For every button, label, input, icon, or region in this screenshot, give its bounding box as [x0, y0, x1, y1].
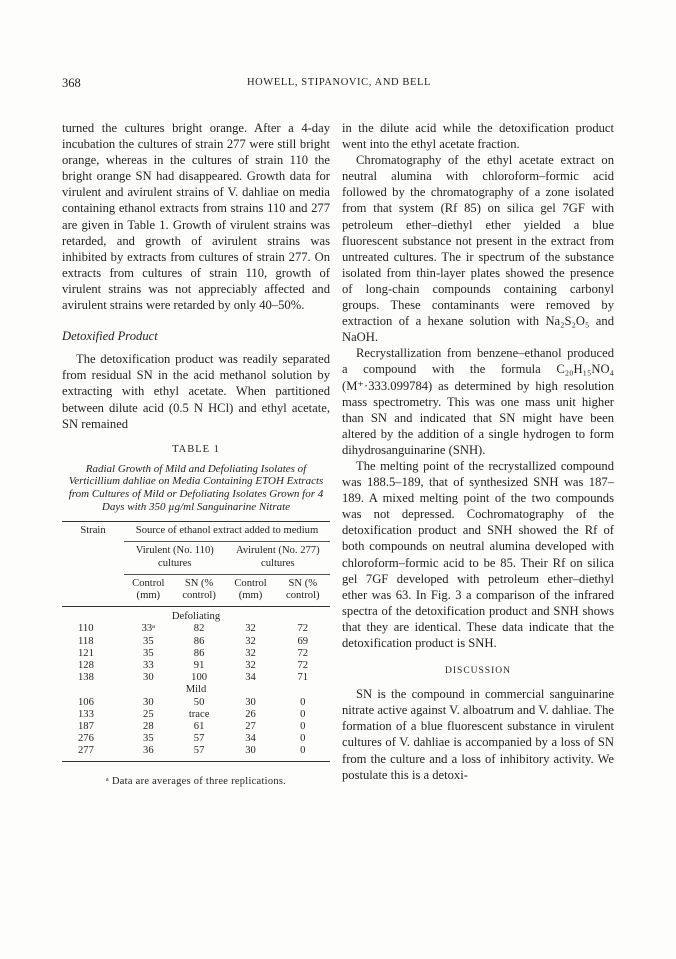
- table-cell: 35: [143, 635, 154, 647]
- subheader-sn-1: SN (% control): [182, 577, 216, 601]
- table-cell: 32: [245, 659, 256, 671]
- table-cell: 57: [173, 745, 226, 761]
- header-avirulent: Avirulent (No. 277) cultures: [235, 545, 320, 569]
- table-cell: 187: [78, 721, 94, 732]
- discussion-heading: DISCUSSION: [445, 666, 511, 677]
- table-cell: 277: [62, 745, 124, 761]
- page-header: [62, 76, 616, 92]
- table-cell: 26: [245, 708, 256, 720]
- subheader-control-1: Control (mm): [132, 577, 165, 601]
- table-caption: Radial Growth of Mild and Defoliating Isolates of Verticillium dahliae on Media Containing ETOH Extracts from Cultures of Mild or Defoliating Isolates Grown for 4 Days with 350 µg/ml Sanguinarine Nitrate: [68, 462, 324, 513]
- table-cell: 32: [245, 623, 256, 635]
- table-cell: 35: [143, 733, 154, 745]
- table-cell: 0: [300, 733, 306, 745]
- table-cell: 57: [193, 733, 205, 745]
- table-cell: 133: [78, 708, 94, 720]
- table-cell: 69: [297, 635, 309, 647]
- table-row: [62, 636, 330, 648]
- table-group-row: [62, 607, 330, 624]
- table-row: [62, 721, 330, 733]
- table-cell: 61: [193, 721, 205, 732]
- table-cell: 36: [124, 745, 173, 761]
- table-cell: 0: [300, 708, 306, 720]
- header-strain: Strain: [80, 525, 106, 537]
- table-cell: 82: [193, 623, 205, 635]
- table-row: [62, 660, 330, 672]
- subheading-detoxified-product: Detoxified Product: [62, 329, 158, 344]
- table-cell: 30: [143, 672, 154, 684]
- group-label: Mild: [185, 684, 207, 696]
- table-cell: 100: [191, 672, 208, 684]
- page-number: 368: [62, 76, 81, 90]
- table-cell: 30: [226, 745, 276, 761]
- table-cell: 25: [143, 708, 154, 720]
- right-paragraph-3: Recrystallization from benzene–ethanol produced a compound with the formula C₂₀H₁₅NO₄ (M⁺·333.099784) as determined by high resolution mass spectrometry. This was one mass unit higher than SN and indicated that SN might have been altered by the addition of a single hydrogen to form dihydrosanguinarine (SNH).: [342, 346, 614, 457]
- table-cell: 35: [143, 647, 154, 659]
- table-row: [62, 733, 330, 745]
- table-cell: 33ᵃ: [141, 623, 156, 635]
- table-row: [62, 697, 330, 709]
- header-virulent: Virulent (No. 110) cultures: [135, 545, 214, 569]
- table-cell: 72: [297, 647, 309, 659]
- right-paragraph-5: SN is the compound in commercial sanguinarine nitrate active against V. alboatrum and V. dahliae. The formation of a blue fluorescent substance in virulent cultures of V. dahliae is accompanied by a loss of SN from the culture and a loss of inhibitory activity. We postulate this is a detoxi-: [342, 687, 614, 782]
- table-cell: 72: [297, 659, 309, 671]
- data-table: [62, 521, 330, 761]
- table-cell: 28: [143, 721, 154, 732]
- table-cell: 276: [78, 733, 94, 745]
- table-cell: 32: [245, 635, 256, 647]
- table-cell: 0: [300, 721, 306, 732]
- table-cell: 121: [78, 647, 94, 659]
- table-cell: 110: [78, 623, 94, 635]
- table-row: [62, 709, 330, 721]
- right-column: [342, 120, 614, 783]
- table-cell: 0: [276, 745, 330, 761]
- table-row: [62, 745, 330, 761]
- table-cell: 86: [193, 635, 205, 647]
- right-paragraph-2: Chromatography of the ethyl acetate extract on neutral alumina with chloroform–formic acid followed by the chromatography of a zone isolated from that system (Rf 85) on silica gel 7GF with petroleum ether–diethyl ether yielded a blue fluorescent substance not present in the extract from untreated cultures. The ir spectrum of the substance isolated from thin-layer plates showed the presence of long-chain compounds containing carbonyl groups. These contaminants were removed by extraction of a hexane solution with Na₂S₂O₅ and NaOH.: [342, 153, 614, 345]
- table-cell: 34: [245, 672, 256, 684]
- table-row: [62, 623, 330, 635]
- left-column: [62, 120, 330, 790]
- table-cell: 32: [245, 647, 256, 659]
- table-cell: trace: [188, 708, 210, 720]
- table-cell: 86: [193, 647, 205, 659]
- table-cell: 0: [300, 696, 306, 708]
- table-cell: 71: [297, 672, 309, 684]
- table-body: [62, 607, 330, 761]
- table-cell: 138: [78, 672, 94, 684]
- header-source: Source of ethanol extract added to medium: [135, 525, 319, 537]
- table-group-row: [62, 684, 330, 696]
- table-cell: 27: [245, 721, 256, 732]
- table-label: TABLE 1: [172, 443, 220, 455]
- table-cell: 106: [78, 696, 94, 708]
- group-label: Defoliating: [171, 611, 221, 623]
- table-cell: 50: [193, 696, 205, 708]
- table-cell: 91: [193, 659, 205, 671]
- table-cell: 118: [78, 635, 94, 647]
- right-paragraph-4: The melting point of the recrystallized compound was 188.5–189, that of synthesized SNH was 187–189. A mixed melting point of the two compounds was not depressed. Cochromatography of the detoxification product and SNH showed the Rf of both compounds on neutral alumina developed with chloroform–formic acid to be 85. Their Rf on silica gel 7GF developed with petroleum ether–diethyl ether was 63. In Fig. 3 a comparison of the infrared spectra of the detoxification product and SNH shows that they are identical. These data indicate that the detoxification product is SNH.: [342, 458, 614, 650]
- table-cell: 72: [297, 623, 309, 635]
- running-head: HOWELL, STIPANOVIC, AND BELL: [246, 77, 432, 88]
- left-paragraph-2: The detoxification product was readily separated from residual SN in the acid methanol solution by extracting with ethyl acetate. When partitioned between dilute acid (0.5 N HCl) and ethyl acetate, SN remained: [62, 352, 330, 431]
- right-paragraph-1: in the dilute acid while the detoxification product went into the ethyl acetate fraction.: [342, 121, 614, 152]
- table-cell: 30: [245, 696, 256, 708]
- table-row: [62, 648, 330, 660]
- table-cell: 128: [78, 659, 94, 671]
- table-cell: 33: [143, 659, 154, 671]
- subheader-sn-2: SN (% control): [286, 577, 320, 601]
- subheader-control-2: Control (mm): [234, 577, 267, 601]
- table-row: [62, 672, 330, 684]
- table-footnote: ᵃ Data are averages of three replications.: [105, 775, 287, 787]
- table-cell: 30: [143, 696, 154, 708]
- left-paragraph-1: turned the cultures bright orange. After a 4-day incubation the cultures of strain 277 were still bright orange, whereas in the cultures of strain 110 the bright orange SN had disappeared. Growth data for virulent and avirulent strains of V. dahliae on media containing ethanol extracts from strains 110 and 277 are given in Table 1. Growth of virulent strains was retarded, and growth of avirulent strains was inhibited by extracts from cultures of strain 277. On extracts from cultures of strain 110, growth of virulent strains was not appreciably affected and avirulent strains were retarded by only 40–50%.: [62, 121, 330, 313]
- table-cell: 34: [245, 733, 256, 745]
